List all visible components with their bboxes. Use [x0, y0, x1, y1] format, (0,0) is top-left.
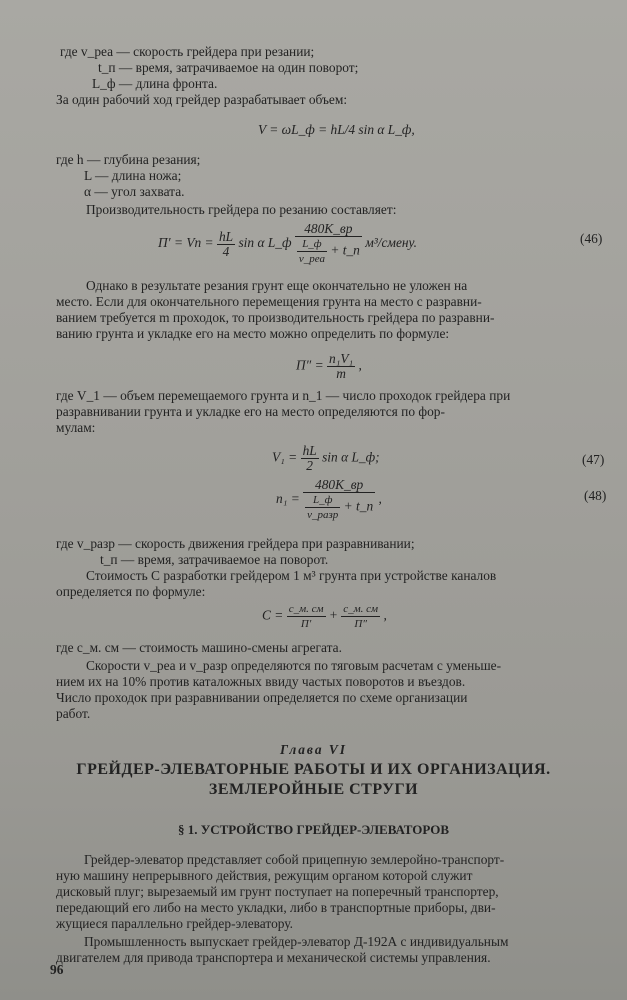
- formula-47-num: hL: [302, 443, 317, 458]
- formula-cost-tail: ,: [383, 607, 387, 623]
- formula-cost-frac-2: [341, 602, 380, 631]
- text-line: определяется по формуле:: [56, 584, 206, 599]
- formula-cost-lhs: C =: [262, 607, 284, 623]
- text-line: где V_1 — объем перемещаемого грунта и n_1 — число проходок грейдера при: [56, 388, 511, 403]
- equation-number-47: (47): [582, 452, 605, 467]
- formula-46-plus-t: + t_п: [330, 242, 360, 258]
- formula-46-frac-b-num: 480K_вр: [295, 222, 362, 237]
- formula-volume: V = ωL_ф = hL/4 sin α L_ф,: [258, 122, 415, 137]
- formula-cost-num-1: c_м. см: [288, 603, 324, 615]
- formula-47-frac: [301, 444, 319, 473]
- text-line: Стоимость C разработки грейдером 1 м³ грунта при устройстве каналов: [86, 568, 497, 583]
- chapter-title-line-1: ГРЕЙДЕР-ЭЛЕВАТОРНЫЕ РАБОТЫ И ИХ ОРГАНИЗАЦИЯ.: [76, 761, 551, 778]
- text-line: Грейдер-элеватор представляет собой прицепную землеройно-транспорт-: [84, 852, 505, 867]
- formula-48-tail: ,: [378, 491, 382, 507]
- formula-cost-den-2: П″: [354, 618, 367, 630]
- chapter-heading: Глава VI: [279, 742, 348, 757]
- formula-46-unit: м³/смену.: [365, 235, 417, 251]
- formula-capacity-tail: ,: [358, 357, 362, 373]
- text-line: где c_м. см — стоимость машино-смены агрегата.: [56, 640, 342, 655]
- text-line: Скорости v_реа и v_разр определяются по тяговым расчетам с уменьше-: [86, 658, 502, 673]
- text-line: α — угол захвата.: [84, 184, 185, 199]
- page-number: 96: [50, 962, 64, 977]
- formula-46-mid: sin α L_ф: [238, 235, 292, 251]
- formula-46-lhs: П′ = Vn =: [158, 235, 214, 251]
- equation-number-48: (48): [584, 488, 607, 503]
- text-line: разравнивании грунта и укладке его на место определяются по фор-: [56, 404, 445, 419]
- formula-47-tail: sin α L_ф;: [322, 449, 380, 465]
- text-line: t_п — время, затрачиваемое на поворот.: [100, 552, 329, 567]
- formula-capacity-num: n₁V₁: [329, 351, 354, 366]
- text-line: t_п — время, затрачиваемое на один поворот;: [98, 60, 359, 75]
- text-line: работ.: [56, 706, 91, 721]
- formula-47-den: 2: [306, 458, 313, 473]
- text-line: За один рабочий ход грейдер разрабатывает объем:: [56, 92, 348, 107]
- formula-46-frac-a-den: 4: [222, 243, 230, 259]
- formula-48-plus-t: + t_п: [343, 498, 374, 514]
- formula-48-lhs: n₁ =: [276, 491, 300, 507]
- text-line: Однако в результате резания грунт еще окончательно не уложен на: [86, 278, 468, 293]
- text-line: где h — глубина резания;: [56, 152, 201, 167]
- formula-46-frac-b: [295, 222, 362, 266]
- text-line: мулам:: [56, 420, 96, 435]
- text-line: жущиеся параллельно грейдер-элеватору.: [56, 916, 293, 931]
- formula-46: [158, 222, 417, 266]
- text-line: дисковый плуг; вырезаемый им грунт поступает на поперечный транспортер,: [56, 884, 499, 899]
- formula-cost: [262, 602, 387, 631]
- formula-48-inner-den: v_разр: [307, 509, 339, 521]
- text-line: Производительность грейдера по резанию составляет:: [86, 202, 397, 217]
- chapter-title-line-2: ЗЕМЛЕРОЙНЫЕ СТРУГИ: [208, 781, 419, 798]
- text-line: Промышленность выпускает грейдер-элеватор Д-192А с индивидуальным: [84, 934, 509, 949]
- formula-48: [276, 478, 382, 522]
- text-line: где v_разр — скорость движения грейдера при разравнивании;: [56, 536, 415, 551]
- formula-capacity: [296, 352, 362, 381]
- formula-48-frac: [303, 478, 375, 522]
- text-line: нием их на 10% против каталожных ввиду частых поворотов и въездов.: [56, 674, 466, 689]
- text-line: L — длина ножа;: [84, 168, 182, 183]
- formula-46-frac-b-den: [295, 237, 362, 266]
- formula-48-den: [303, 493, 375, 522]
- formula-47: [272, 444, 380, 473]
- text-line: L_ф — длина фронта.: [92, 76, 218, 91]
- formula-48-inner-frac: [305, 493, 340, 522]
- text-line: ванию грунта и укладке его на место можно определить по формуле:: [56, 326, 450, 341]
- formula-48-num: 480K_вр: [303, 478, 375, 493]
- section-heading: § 1. УСТРОЙСТВО ГРЕЙДЕР-ЭЛЕВАТОРОВ: [177, 822, 450, 837]
- formula-47-lhs: V₁ =: [272, 449, 298, 465]
- text-line: ную машину непрерывного действия, режущим органом которой служит: [56, 868, 473, 883]
- text-line: Число проходок при разравнивании определяется по схеме организации: [56, 690, 468, 705]
- text-line: место. Если для окончательного перемещения грунта на место с разравни-: [56, 294, 482, 309]
- text-line: передающий его либо на место укладки, либо в транспортные приборы, дви-: [56, 900, 496, 915]
- formula-48-inner-num: L_ф: [305, 493, 340, 508]
- text-line: ванием требуется m проходок, то производительность грейдера по разравни-: [56, 310, 495, 325]
- formula-cost-frac-1: [287, 602, 326, 631]
- formula-cost-den-1: П′: [300, 618, 312, 630]
- formula-capacity-frac: [327, 352, 355, 381]
- formula-cost-plus: +: [328, 607, 338, 623]
- equation-number-46: (46): [580, 231, 603, 246]
- formula-capacity-den: m: [336, 366, 346, 381]
- formula-46-inner-num: L_ф: [297, 237, 327, 252]
- formula-46-frac-a: [217, 230, 235, 259]
- formula-capacity-lhs: П″ =: [296, 357, 324, 373]
- formula-cost-num-2: c_м. см: [343, 603, 379, 615]
- text-line: где v_реа — скорость грейдера при резании;: [60, 44, 315, 59]
- formula-46-inner-den: v_реа: [298, 253, 325, 265]
- formula-46-inner-frac: [297, 237, 327, 266]
- text-line: двигателем для привода транспортера и механической системы управления.: [56, 950, 491, 965]
- formula-46-frac-a-num: hL: [218, 228, 234, 244]
